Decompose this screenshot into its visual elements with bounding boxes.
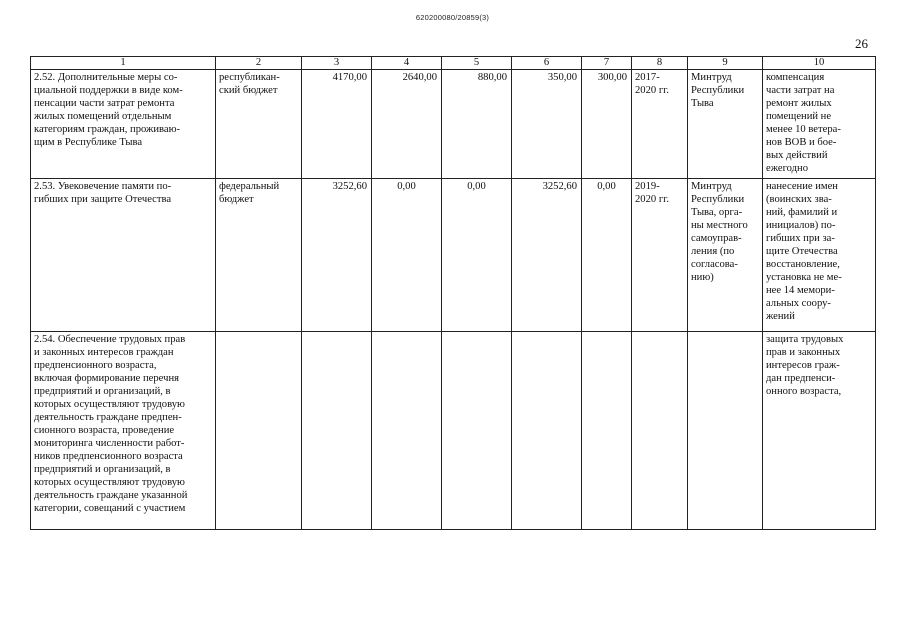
source-cell bbox=[216, 70, 302, 179]
measure-cell bbox=[31, 179, 216, 332]
executor-text: Минтруд Республики Тыва, орга- ны местного самоуправ- ления (по согласова- нию) bbox=[691, 181, 748, 283]
measure-text: 2.54. Обеспечение трудовых прав и законных интересов граждан предпенсионного возраста, включая формирование перечня предприятий и организаций, в которых осуществляют трудовую деятельность граждане предпен- сионного возраста, проведение мониторинга численности работ- ников предпенсионного возраста предприятий и организаций, в которых осуществляют трудовую деятельность граждане указанной категории, совещаний с участием bbox=[34, 334, 188, 514]
measure-text: 2.52. Дополнительные меры со- циальной поддержки в виде ком- пенсации части затрат ремонта жилых помещений отдельным категориям граждан, проживаю- щим в Республике Тыва bbox=[34, 72, 183, 148]
year1-cell bbox=[372, 332, 442, 530]
header-col-7: 7 bbox=[582, 57, 632, 70]
page-number: 26 bbox=[855, 36, 868, 51]
header-col-5: 5 bbox=[442, 57, 512, 70]
total-cell bbox=[302, 332, 372, 530]
source-cell bbox=[216, 179, 302, 332]
table-row bbox=[31, 179, 876, 332]
period-cell bbox=[632, 70, 688, 179]
period-cell bbox=[632, 179, 688, 332]
result-cell bbox=[763, 332, 876, 530]
year4-cell bbox=[582, 332, 632, 530]
year2-cell: 880,00 bbox=[442, 70, 512, 179]
executor-cell bbox=[688, 70, 763, 179]
period-text: 2019- 2020 гг. bbox=[635, 181, 669, 205]
result-text: защита трудовых прав и законных интересов граж- дан предпенси- онного возраста, bbox=[766, 334, 844, 397]
executor-text: Минтруд Республики Тыва bbox=[691, 72, 745, 109]
executor-cell bbox=[688, 179, 763, 332]
header-col-6: 6 bbox=[512, 57, 582, 70]
table-row bbox=[31, 70, 876, 179]
measure-cell bbox=[31, 332, 216, 530]
period-text: 2017- 2020 гг. bbox=[635, 72, 669, 96]
header-col-2: 2 bbox=[216, 57, 302, 70]
year2-cell: 0,00 bbox=[442, 179, 512, 332]
year3-cell: 3252,60 bbox=[512, 179, 582, 332]
header-row bbox=[31, 57, 876, 70]
year2-cell bbox=[442, 332, 512, 530]
result-text: нанесение имен (воинских зва- ний, фамилий и инициалов) по- гибших при за- щите Отечества восстановление, установка не ме- нее 14 мемори- альных соору- жений bbox=[766, 181, 842, 322]
year4-cell: 0,00 bbox=[582, 179, 632, 332]
year4-cell: 300,00 bbox=[582, 70, 632, 179]
document-id: 620200080/20859(3) bbox=[415, 13, 490, 22]
header-col-1: 1 bbox=[31, 57, 216, 70]
year1-cell: 0,00 bbox=[372, 179, 442, 332]
header-col-9: 9 bbox=[688, 57, 763, 70]
result-cell bbox=[763, 70, 876, 179]
year3-cell bbox=[512, 332, 582, 530]
source-cell bbox=[216, 332, 302, 530]
year1-cell: 2640,00 bbox=[372, 70, 442, 179]
total-cell: 3252,60 bbox=[302, 179, 372, 332]
program-measures-table bbox=[30, 56, 876, 530]
measure-cell bbox=[31, 70, 216, 179]
table-row bbox=[31, 332, 876, 530]
period-cell bbox=[632, 332, 688, 530]
executor-cell bbox=[688, 332, 763, 530]
total-cell: 4170,00 bbox=[302, 70, 372, 179]
source-text: республикан- ский бюджет bbox=[219, 72, 280, 96]
result-text: компенсация части затрат на ремонт жилых помещений не менее 10 ветера- нов ВОВ и бое- вых действий ежегодно bbox=[766, 72, 841, 174]
source-text: федеральный бюджет bbox=[219, 181, 280, 205]
header-col-10: 10 bbox=[763, 57, 876, 70]
header-col-4: 4 bbox=[372, 57, 442, 70]
header-col-8: 8 bbox=[632, 57, 688, 70]
result-cell bbox=[763, 179, 876, 332]
header-col-3: 3 bbox=[302, 57, 372, 70]
measure-text: 2.53. Увековечение памяти по- гибших при защите Отечества bbox=[34, 181, 172, 205]
year3-cell: 350,00 bbox=[512, 70, 582, 179]
